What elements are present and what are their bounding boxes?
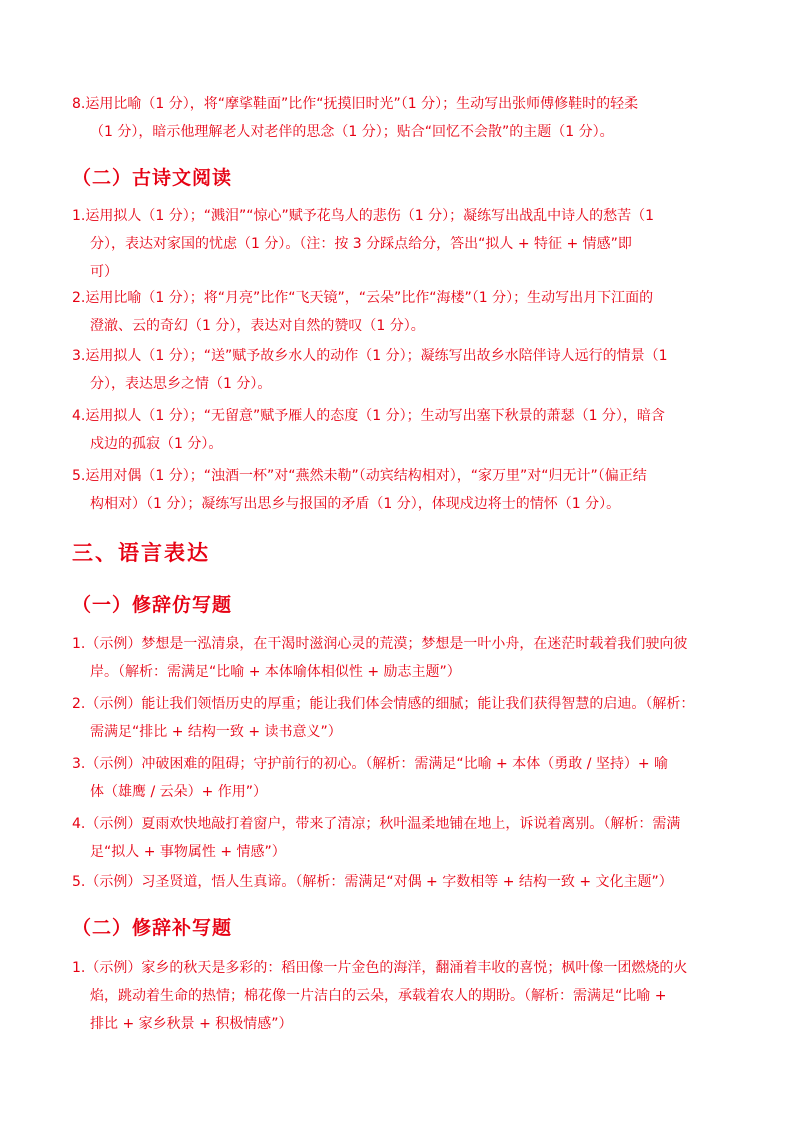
answer-line: 5.（示例）习圣贤道，悟人生真谛。（解析：需满足“对偶 + 字数相等 + 结构一致 + 文化主题”） <box>72 874 673 890</box>
answer-line: 4.运用拟人（1 分）；“无留意”赋予雁人的态度（1 分）；生动写出塞下秋景的萧瑟（1 分），暗含 <box>72 408 665 424</box>
answer-line: 4.（示例）夏雨欢快地敲打着窗户，带来了清凉；秋叶温柔地铺在地上，诉说着离别。（解析：需满 <box>72 816 681 832</box>
answer-item-8 <box>72 90 732 146</box>
completion-item-1 <box>72 954 732 1038</box>
imitation-item-2 <box>72 690 732 746</box>
answer-line: 5.运用对偶（1 分）；“浊酒一杯”对“燕然未勒”（动宾结构相对），“家万里”对“归无计”（偏正结 <box>72 468 647 484</box>
section-heading-rhetoric-imitation: （一）修辞仿写题 <box>72 594 233 616</box>
imitation-item-3 <box>72 750 732 806</box>
answer-line: 岸。（解析：需满足“比喻 + 本体喻体相似性 + 励志主题”） <box>90 664 461 680</box>
answer-line: 分），表达对家国的忧虑（1 分）。（注：按 3 分踩点给分，答出“拟人 + 特征 + 情感”即 <box>90 236 632 252</box>
answer-line: 2.运用比喻（1 分）；将“月亮”比作“飞天镜”，“云朵”比作“海楼”（1 分）；生动写出月下江面的 <box>72 290 654 306</box>
imitation-item-4 <box>72 810 732 866</box>
classical-item-3 <box>72 342 732 398</box>
section-heading-language-expression: 三、语言表达 <box>72 541 210 565</box>
answer-line: 澄澈、云的奇幻（1 分），表达对自然的赞叹（1 分）。 <box>90 318 425 334</box>
classical-item-5 <box>72 462 732 518</box>
answer-line: 3.（示例）冲破困难的阻碍；守护前行的初心。（解析：需满足“比喻 + 本体（勇敢 / 坚持）+ 喻 <box>72 756 669 772</box>
answer-line: 排比 + 家乡秋景 + 积极情感”） <box>90 1016 293 1032</box>
answer-line: 体（雄鹰 / 云朵）+ 作用”） <box>90 784 268 800</box>
answer-line: 3.运用拟人（1 分）；“送”赋予故乡水人的动作（1 分）；凝练写出故乡水陪伴诗人远行的情景（1 <box>72 348 668 364</box>
answer-line: 2.（示例）能让我们领悟历史的厚重；能让我们体会情感的细腻；能让我们获得智慧的启迪。（解析： <box>72 696 695 712</box>
imitation-item-1 <box>72 630 732 686</box>
answer-line: 8.运用比喻（1 分），将“摩挲鞋面”比作“抚摸旧时光”（1 分）；生动写出张师傅修鞋时的轻柔 <box>72 96 639 112</box>
classical-item-2 <box>72 284 732 340</box>
answer-line: 焰，跳动着生命的热情；棉花像一片洁白的云朵，承载着农人的期盼。（解析：需满足“比喻 + <box>90 988 667 1004</box>
answer-line: 戍边的孤寂（1 分）。 <box>90 436 223 452</box>
answer-line: 足“拟人 + 事物属性 + 情感”） <box>90 844 286 860</box>
imitation-item-5 <box>72 868 732 896</box>
answer-line: （1 分），暗示他理解老人对老伴的思念（1 分）；贴合“回忆不会散”的主题（1 分）。 <box>90 124 614 140</box>
answer-line: 1.运用拟人（1 分）；“溅泪”“惊心”赋予花鸟人的悲伤（1 分）；凝练写出战乱中诗人的愁苦（1 <box>72 208 654 224</box>
answer-line: 1.（示例）梦想是一泓清泉，在干渴时滋润心灵的荒漠；梦想是一叶小舟，在迷茫时载着我们驶向彼 <box>72 636 688 652</box>
answer-line: 分），表达思乡之情（1 分）。 <box>90 376 272 392</box>
classical-item-4 <box>72 402 732 458</box>
answer-line: 构相对）（1 分）；凝练写出思乡与报国的矛盾（1 分），体现戍边将士的情怀（1 分）。 <box>90 496 621 512</box>
classical-item-1 <box>72 202 732 286</box>
section-heading-classical-reading: （二）古诗文阅读 <box>72 167 233 189</box>
answer-line: 可） <box>90 264 118 280</box>
answer-line: 1.（示例）家乡的秋天是多彩的：稻田像一片金色的海洋，翻涌着丰收的喜悦；枫叶像一团燃烧的火 <box>72 960 688 976</box>
section-heading-rhetoric-completion: （二）修辞补写题 <box>72 917 233 939</box>
answer-line: 需满足“排比 + 结构一致 + 读书意义”） <box>90 724 342 740</box>
